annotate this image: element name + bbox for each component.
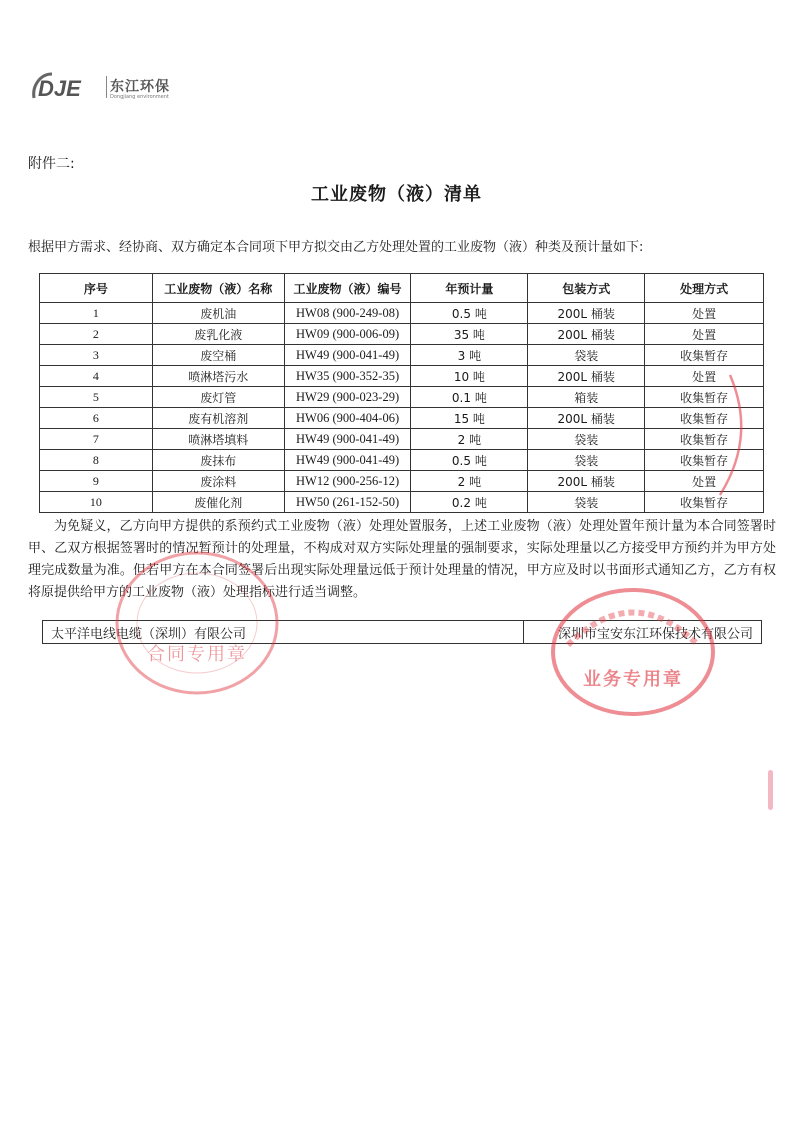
header-seq: 序号: [40, 274, 153, 303]
cell-code: HW50 (261-152-50): [284, 492, 411, 513]
table-row: [40, 408, 764, 429]
cell-amount: 15 吨: [411, 408, 528, 429]
cell-treatment: 收集暂存: [645, 408, 764, 429]
header-amount: 年预计量: [411, 274, 528, 303]
cell-seq: 1: [40, 303, 153, 324]
table-row: [40, 345, 764, 366]
cell-packaging: 200L 桶装: [528, 303, 645, 324]
cell-amount: 3 吨: [411, 345, 528, 366]
cell-packaging: 袋装: [528, 345, 645, 366]
dje-logo-icon: [30, 68, 102, 104]
cell-seq: 3: [40, 345, 153, 366]
waste-table: [39, 273, 764, 513]
cell-amount: 0.5 吨: [411, 450, 528, 471]
cell-seq: 10: [40, 492, 153, 513]
cell-code: HW49 (900-041-49): [284, 345, 411, 366]
cell-amount: 10 吨: [411, 366, 528, 387]
logo-company-en: Dongjiang environment: [110, 94, 169, 100]
cell-name: 废抹布: [152, 450, 284, 471]
table-row: [40, 429, 764, 450]
cell-treatment: 收集暂存: [645, 492, 764, 513]
header-treatment: 处理方式: [645, 274, 764, 303]
svg-text:业务专用章: 业务专用章: [583, 669, 683, 690]
cell-packaging: 200L 桶装: [528, 471, 645, 492]
cell-code: HW29 (900-023-29): [284, 387, 411, 408]
cell-packaging: 200L 桶装: [528, 366, 645, 387]
cell-amount: 2 吨: [411, 471, 528, 492]
signature-divider: [523, 621, 524, 643]
page-title: 工业废物（液）清单: [311, 184, 482, 205]
logo-divider: [106, 76, 107, 98]
cell-code: HW35 (900-352-35): [284, 366, 411, 387]
cell-amount: 0.2 吨: [411, 492, 528, 513]
cell-name: 废有机溶剂: [152, 408, 284, 429]
cell-name: 废涂料: [152, 471, 284, 492]
cell-name: 废乳化液: [152, 324, 284, 345]
cell-packaging: 袋装: [528, 429, 645, 450]
company-logo: [30, 68, 190, 108]
cell-treatment: 处置: [645, 471, 764, 492]
cell-treatment: 收集暂存: [645, 429, 764, 450]
attachment-label: 附件二:: [28, 156, 75, 172]
svg-text:DJE: DJE: [38, 76, 81, 101]
cell-name: 喷淋塔填料: [152, 429, 284, 450]
cell-name: 废空桶: [152, 345, 284, 366]
cell-seq: 8: [40, 450, 153, 471]
cell-seq: 4: [40, 366, 153, 387]
cell-packaging: 袋装: [528, 450, 645, 471]
cell-code: HW49 (900-041-49): [284, 450, 411, 471]
cell-seq: 6: [40, 408, 153, 429]
scan-mark: [768, 770, 773, 810]
table-row: [40, 471, 764, 492]
business-seal-stamp: [548, 585, 718, 720]
cell-treatment: 处置: [645, 366, 764, 387]
cell-amount: 0.5 吨: [411, 303, 528, 324]
table-row: [40, 492, 764, 513]
disclaimer-paragraph: [28, 516, 776, 604]
cell-name: 废灯管: [152, 387, 284, 408]
disclaimer-text: 为免疑义，乙方向甲方提供的系预约式工业废物（液）处理处置服务，上述工业废物（液）处理处置年预计量为本合同签署时甲、乙双方根据签署时的情况暂预计的处理量，不构成对双方实际处理量的强制要求，实际处理量以乙方接受甲方预约并为甲方处理完成数量为准。但若甲方在本合同签署后出现实际处理量远低于预计处理量的情况，甲方应及时以书面形式通知乙方，乙方有权将原提供给甲方的工业废物（液）处理指标进行适当调整。: [28, 519, 776, 600]
cell-seq: 2: [40, 324, 153, 345]
cell-seq: 7: [40, 429, 153, 450]
cell-code: HW49 (900-041-49): [284, 429, 411, 450]
cell-packaging: 200L 桶装: [528, 324, 645, 345]
cell-name: 喷淋塔污水: [152, 366, 284, 387]
cell-code: HW09 (900-006-09): [284, 324, 411, 345]
cell-treatment: 处置: [645, 303, 764, 324]
cell-packaging: 袋装: [528, 492, 645, 513]
party-b-name: 深圳市宝安东江环保技术有限公司: [557, 627, 753, 642]
cell-seq: 9: [40, 471, 153, 492]
table-row: [40, 303, 764, 324]
cell-code: HW06 (900-404-06): [284, 408, 411, 429]
svg-text:合同专用章: 合同专用章: [147, 644, 247, 665]
header-code: 工业废物（液）编号: [284, 274, 411, 303]
cell-treatment: 处置: [645, 324, 764, 345]
cell-name: 废机油: [152, 303, 284, 324]
table-header-row: [40, 274, 764, 303]
table-row: [40, 324, 764, 345]
cell-code: HW12 (900-256-12): [284, 471, 411, 492]
header-packaging: 包装方式: [528, 274, 645, 303]
table-row: [40, 387, 764, 408]
party-a-name: 太平洋电线电缆（深圳）有限公司: [51, 627, 247, 642]
cell-amount: 2 吨: [411, 429, 528, 450]
cell-treatment: 收集暂存: [645, 387, 764, 408]
cell-packaging: 箱装: [528, 387, 645, 408]
header-name: 工业废物（液）名称: [152, 274, 284, 303]
cell-packaging: 200L 桶装: [528, 408, 645, 429]
table-row: [40, 450, 764, 471]
cell-amount: 0.1 吨: [411, 387, 528, 408]
intro-text: 根据甲方需求、经协商、双方确定本合同项下甲方拟交由乙方处理处置的工业废物（液）种类及预计量如下:: [28, 240, 644, 255]
cell-code: HW08 (900-249-08): [284, 303, 411, 324]
cell-treatment: 收集暂存: [645, 450, 764, 471]
signature-bar: [42, 620, 762, 644]
cell-treatment: 收集暂存: [645, 345, 764, 366]
cell-amount: 35 吨: [411, 324, 528, 345]
cell-name: 废催化剂: [152, 492, 284, 513]
logo-company-cn: 东江环保: [110, 79, 170, 95]
table-row: [40, 366, 764, 387]
cell-seq: 5: [40, 387, 153, 408]
